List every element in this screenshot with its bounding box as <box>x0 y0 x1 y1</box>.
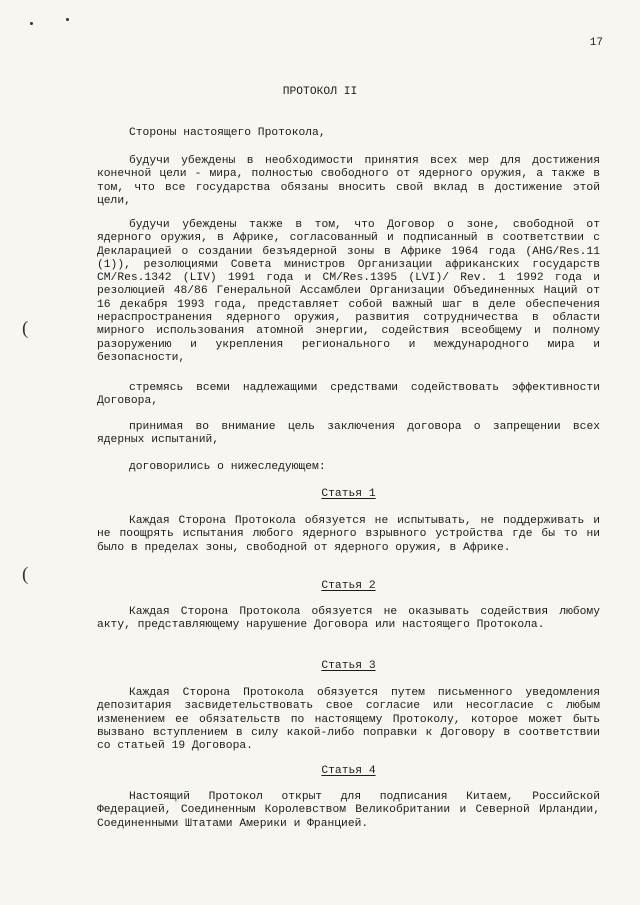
preamble-opening: Стороны настоящего Протокола, <box>129 127 326 139</box>
document-title: ПРОТОКОЛ II <box>282 86 358 98</box>
article-heading: Статья 2 <box>321 580 376 592</box>
article-heading: Статья 4 <box>321 765 376 777</box>
article-text: Каждая Сторона Протокола обязуется путем письменного уведомления депозитария засвидетельствовать свое согласие или несогласие с любым изменением ее обязательств по настоящему Протоколу, которое может быть вызвано вступлением в силу какой-либо поправки к Договору в соответствии со статьей 19 Договора. <box>97 687 600 753</box>
article-text: Каждая Сторона Протокола обязуется не испытывать, не поддерживать и не поощрять испытания любого ядерного взрывного устройства где бы то ни было в пределах зоны, свободной от ядерного оружия, в Африке. <box>97 515 600 554</box>
article-text: Каждая Сторона Протокола обязуется не оказывать содействия любому акту, представляющему нарушение Договора или настоящего Протокола. <box>97 606 600 632</box>
margin-punch-mark: ( <box>22 564 29 585</box>
preamble-paragraph: будучи убеждены также в том, что Договор о зоне, свободной от ядерного оружия, в Африке, согласованный и подписанный в соответствии с Декларацией о создании безъядерной зоны в Африке 1964 года (AHG/Res.11 (1)), резолюциями Совета министров Организации африканских государств CM/Res.1342 (LIV) 1991 года и CM/Res.1395 (LVI)/ Rev. 1 1992 года и резолюцией 48/86 Генеральной Ассамблеи Организации Объединенных Наций от 16 декабря 1993 года, представляет собой важный шаг в деле обеспечения нераспространения ядерного оружия, развития сотрудничества в области мирного использования атомной энергии, содействия всеобщему и полному разоружению и укрепления регионального и международного мира и безопасности, <box>97 219 600 364</box>
margin-punch-mark: ( <box>22 318 29 339</box>
article-heading: Статья 3 <box>321 660 376 672</box>
article-text: Настоящий Протокол открыт для подписания Китаем, Российской Федерацией, Соединенным Королевством Великобритании и Северной Ирландии, Соединенными Штатами Америки и Францией. <box>97 791 600 830</box>
page-number: 17 <box>589 37 603 49</box>
preamble-paragraph: стремясь всеми надлежащими средствами содействовать эффективности Договора, <box>97 382 600 408</box>
scan-speck <box>30 22 33 25</box>
preamble-paragraph: принимая во внимание цель заключения договора о запрещении всех ядерных испытаний, <box>97 421 600 447</box>
scan-speck <box>66 18 69 21</box>
preamble-paragraph: будучи убеждены в необходимости принятия всех мер для достижения конечной цели - мира, полностью свободного от ядерного оружия, а также в том, что все государства обязаны вносить свой вклад в достижение этой цели, <box>97 155 600 207</box>
article-heading: Статья 1 <box>321 488 376 500</box>
preamble-paragraph: договорились о нижеследующем: <box>129 461 326 473</box>
